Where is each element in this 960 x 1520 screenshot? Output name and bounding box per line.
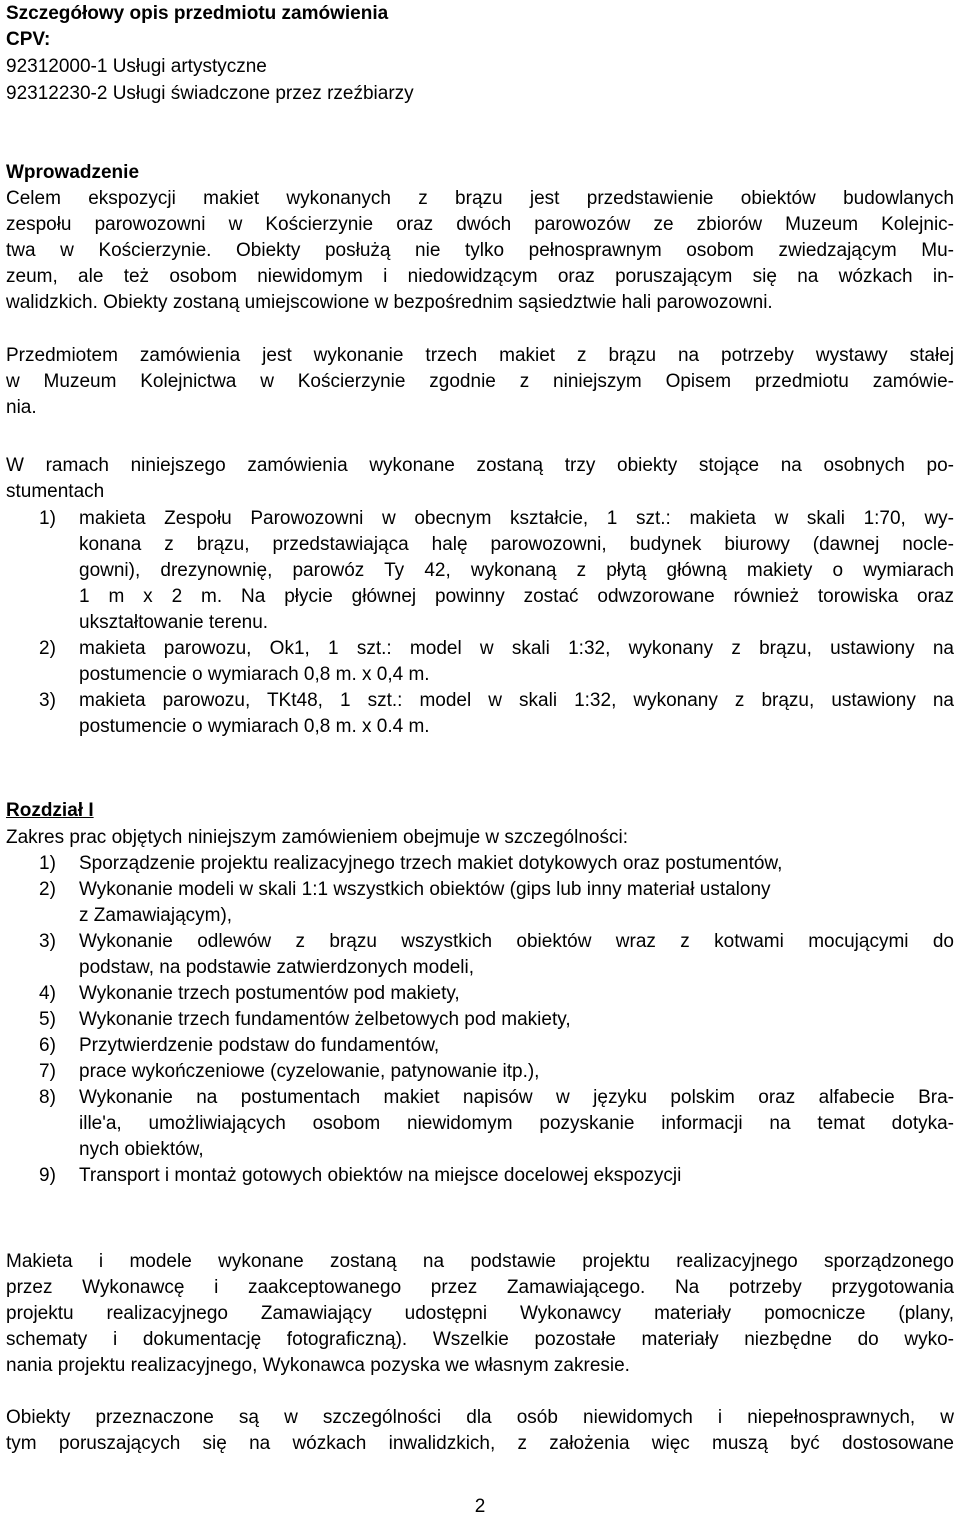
text-line: przez Wykonawcę i zaakceptowanego przez Zamawiającego. Na potrzeby przygotowania [6, 1277, 954, 1298]
list-item [6, 877, 954, 929]
text-line: Wykonanie odlewów z brązu wszystkich obiektów wraz z kotwami mocującymi do [79, 931, 954, 952]
list-item [6, 1033, 954, 1059]
list-item [6, 506, 954, 636]
list-item [6, 1007, 954, 1033]
list-item-number: 3) [39, 690, 56, 711]
text-line: Wykonanie trzech fundamentów żelbetowych pod makiety, [79, 1009, 571, 1030]
text-line: nia. [6, 397, 37, 418]
list-item-number: 6) [39, 1035, 56, 1056]
text-line: schematy i dokumentację fotograficzną). Wszelkie pozostałe materiały niezbędne do wyko- [6, 1329, 954, 1350]
section-heading-intro: Wprowadzenie [6, 162, 140, 183]
chapter-1-lead: Zakres prac objętych niniejszym zamówieniem obejmuje w szczególności: [6, 827, 628, 848]
intro-items-list [6, 506, 954, 740]
text-line: tym poruszających się na wózkach inwalidzkich, z założenia więc muszą być dostosowane [6, 1433, 954, 1454]
text-line: makieta parowozu, Ok1, 1 szt.: model w skali 1:32, wykonany z brązu, ustawiony na [79, 638, 954, 659]
text-line: Obiekty przeznaczone są w szczególności dla osób niewidomych i niepełnosprawnych, w [6, 1407, 954, 1428]
text-line: makieta parowozu, TKt48, 1 szt.: model w skali 1:32, wykonany z brązu, ustawiony na [79, 690, 954, 711]
list-item [6, 1059, 954, 1085]
document-title: Szczegółowy opis przedmiotu zamówienia [6, 3, 389, 24]
list-item-number: 9) [39, 1165, 56, 1186]
text-line: prace wykończeniowe (cyzelowanie, patynowanie itp.), [79, 1061, 540, 1082]
text-line: konana z brązu, przedstawiająca halę parowozowni, budynek biurowy (dawnej nocle- [79, 534, 954, 555]
text-line: Przedmiotem zamówienia jest wykonanie trzech makiet z brązu na potrzeby wystawy stałej [6, 345, 954, 366]
text-line: Sporządzenie projektu realizacyjnego trzech makiet dotykowych oraz postumentów, [79, 853, 783, 874]
list-item-number: 1) [39, 508, 56, 529]
list-item [6, 688, 954, 740]
text-line: twa w Kościerzynie. Obiekty posłużą nie tylko pełnosprawnym osobom zwiedzającym Mu- [6, 240, 954, 261]
list-item-number: 4) [39, 983, 56, 1004]
text-line: W ramach niniejszego zamówienia wykonane zostaną trzy obiekty stojące na osobnych po- [6, 455, 954, 476]
text-line: makieta Zespołu Parowozowni w obecnym kształcie, 1 szt.: makieta w skali 1:70, wy- [79, 508, 954, 529]
text-line: w Muzeum Kolejnictwa w Kościerzynie zgodnie z niniejszym Opisem przedmiotu zamówie- [6, 371, 954, 392]
list-item [6, 1085, 954, 1163]
text-line: podstaw, na podstawie zatwierdzonych modeli, [79, 957, 475, 978]
text-line: projektu realizacyjnego Zamawiający udostępni Wykonawcy materiały pomocnicze (plany, [6, 1303, 954, 1324]
chapter-1-items-list [6, 851, 954, 1189]
list-item-number: 2) [39, 879, 56, 900]
cpv-code: 92312000-1 Usługi artystyczne [6, 56, 267, 77]
intro-paragraph-1 [6, 186, 954, 316]
text-line: stumentach [6, 481, 105, 502]
intro-paragraph-3 [6, 453, 954, 505]
chapter-1-paragraph-1 [6, 1249, 954, 1379]
section-heading-chapter-1: Rozdział I [6, 800, 94, 821]
text-line: nania projektu realizacyjnego, Wykonawca pozyska we własnym zakresie. [6, 1355, 630, 1376]
text-line: Wykonanie na postumentach makiet napisów w języku polskim oraz alfabecie Bra- [79, 1087, 954, 1108]
cpv-code: 92312230-2 Usługi świadczone przez rzeźbiarzy [6, 83, 414, 104]
chapter-1-paragraph-2 [6, 1405, 954, 1457]
list-item-number: 7) [39, 1061, 56, 1082]
text-line: Przytwierdzenie podstaw do fundamentów, [79, 1035, 440, 1056]
text-line: ukształtowanie terenu. [79, 612, 269, 633]
cpv-label: CPV: [6, 29, 51, 50]
text-line: ille'a, umożliwiających osobom niewidomym pozyskanie informacji na temat dotyka- [79, 1113, 954, 1134]
text-line: Celem ekspozycji makiet wykonanych z brązu jest przedstawienie obiektów budowlanych [6, 188, 954, 209]
text-line: postumencie o wymiarach 0,8 m. x 0,4 m. [79, 664, 430, 685]
text-line: postumencie o wymiarach 0,8 m. x 0.4 m. [79, 716, 430, 737]
list-item-number: 3) [39, 931, 56, 952]
intro-paragraph-2 [6, 343, 954, 421]
text-line: nych obiektów, [79, 1139, 204, 1160]
list-item-number: 1) [39, 853, 56, 874]
text-line: walidzkich. Obiekty zostaną umiejscowione w bezpośrednim sąsiedztwie hali parowozowni. [6, 292, 773, 313]
text-line: 1 m x 2 m. Na płycie głównej powinny zostać odwzorowane również torowiska oraz [79, 586, 954, 607]
list-item [6, 929, 954, 981]
text-line: gowni), drezynownię, parowóz Ty 42, wykonaną z płytą główną makiety o wymiarach [79, 560, 954, 581]
list-item [6, 1163, 954, 1189]
text-line: z Zamawiającym), [79, 905, 233, 926]
page-number: 2 [474, 1496, 486, 1517]
text-line: zespołu parowozowni w Kościerzynie oraz dwóch parowozów ze zbiorów Muzeum Kolejnic- [6, 214, 954, 235]
text-line: Makieta i modele wykonane zostaną na podstawie projektu realizacyjnego sporządzonego [6, 1251, 954, 1272]
text-line: Wykonanie modeli w skali 1:1 wszystkich obiektów (gips lub inny materiał ustalony [79, 879, 771, 900]
list-item-number: 8) [39, 1087, 56, 1108]
list-item [6, 851, 954, 877]
text-line: Wykonanie trzech postumentów pod makiety, [79, 983, 460, 1004]
list-item-number: 5) [39, 1009, 56, 1030]
list-item [6, 636, 954, 688]
list-item-number: 2) [39, 638, 56, 659]
text-line: Transport i montaż gotowych obiektów na miejsce docelowej ekspozycji [79, 1165, 682, 1186]
text-line: zeum, ale też osobom niewidomym i niedowidzącym oraz poruszającym się na wózkach in- [6, 266, 954, 287]
list-item [6, 981, 954, 1007]
